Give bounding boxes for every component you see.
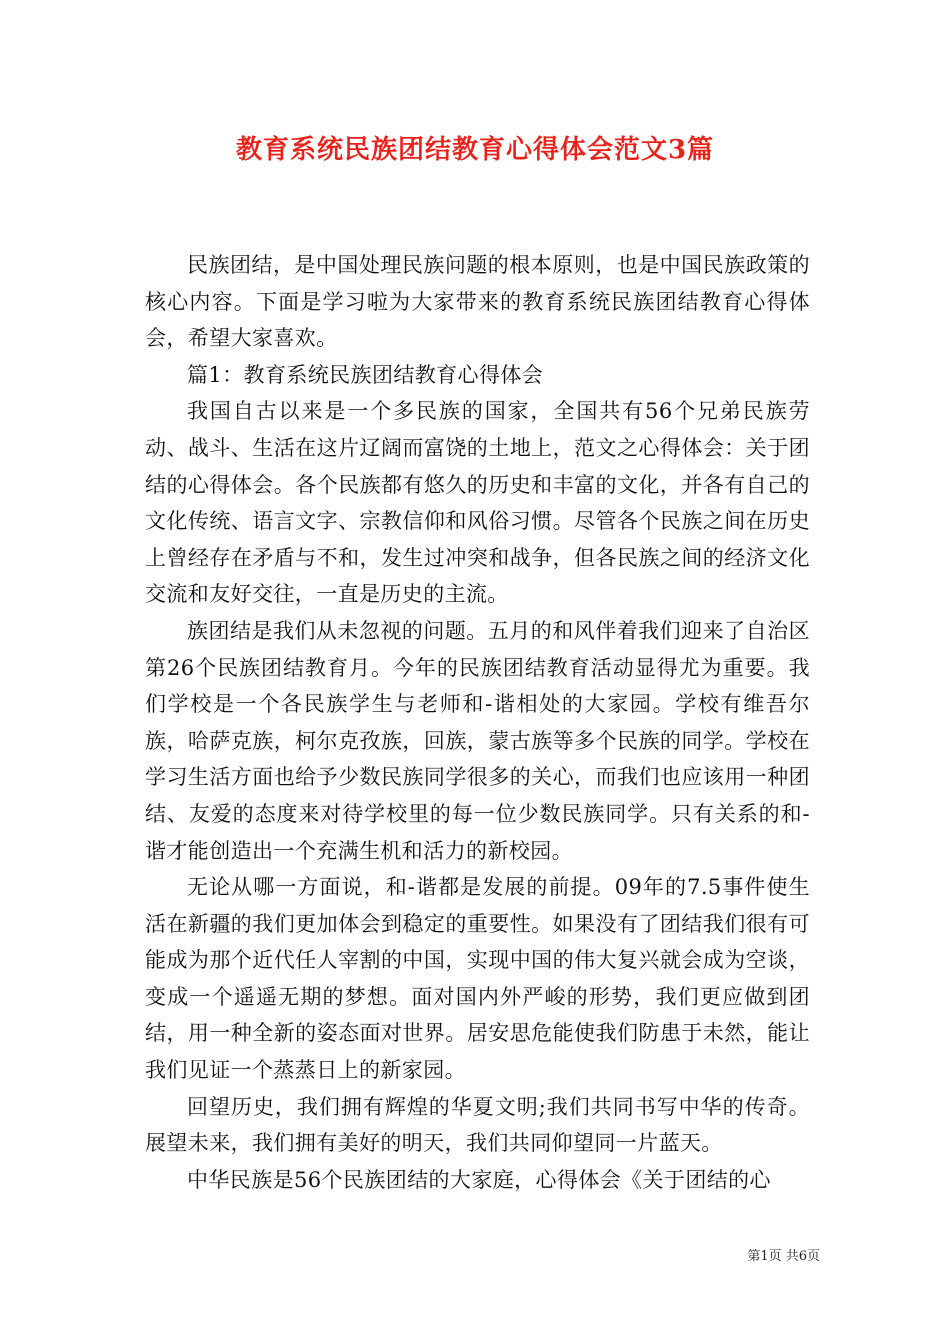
paragraph: 族团结是我们从未忽视的问题。五月的和风伴着我们迎来了自治区第26个民族团结教育月。今年的民族团结教育活动显得尤为重要。我们学校是一个各民族学生与老师和-谐相处的大家园。学校有维吾尔族，哈萨克族，柯尔克孜族，回族，蒙古族等多个民族的同学。学校在学习生活方面也给予少数民族同学很多的关心，而我们也应该用一种团结、友爱的态度来对待学校里的每一位少数民族同学。只有关系的和-谐才能创造出一个充满生机和活力的新校园。 [145,618,810,863]
paragraph-intro: 民族团结，是中国处理民族问题的根本原则，也是中国民族政策的核心内容。下面是学习啦为大家带来的教育系统民族团结教育心得体会，希望大家喜欢。 [145,253,810,351]
paragraph: 回望历史，我们拥有辉煌的华夏文明;我们共同书写中华的传奇。展望未来，我们拥有美好的明天，我们共同仰望同一片蓝天。 [145,1094,810,1156]
paragraph: 无论从哪一方面说，和-谐都是发展的前提。09年的7.5事件使生活在新疆的我们更加体会到稳定的重要性。如果没有了团结我们很有可能成为那个近代任人宰割的中国，实现中国的伟大复兴就会成为空谈，变成一个遥遥无期的梦想。面对国内外严峻的形势，我们更应做到团结，用一种全新的姿态面对世界。居安思危能使我们防患于未然，能让我们见证一个蒸蒸日上的新家园。 [145,875,810,1083]
paragraph: 我国自古以来是一个多民族的国家，全国共有56个兄弟民族劳动、战斗、生活在这片辽阔而富饶的土地上，范文之心得体会：关于团结的心得体会。各个民族都有悠久的历史和丰富的文化，并各有自己的文化传统、语言文字、宗教信仰和风俗习惯。尽管各个民族之间在历史上曾经存在矛盾与不和，发生过冲突和战争，但各民族之间的经济文化交流和友好交往，一直是历史的主流。 [145,399,810,607]
paragraph: 中华民族是56个民族团结的大家庭，心得体会《关于团结的心 [187,1167,771,1192]
section-heading: 篇1：教育系统民族团结教育心得体会 [187,362,544,387]
page-number: 第1页 共6页 [747,1249,820,1264]
document-title: 教育系统民族团结教育心得体会范文3篇 [235,135,715,165]
document-body [145,247,810,1198]
